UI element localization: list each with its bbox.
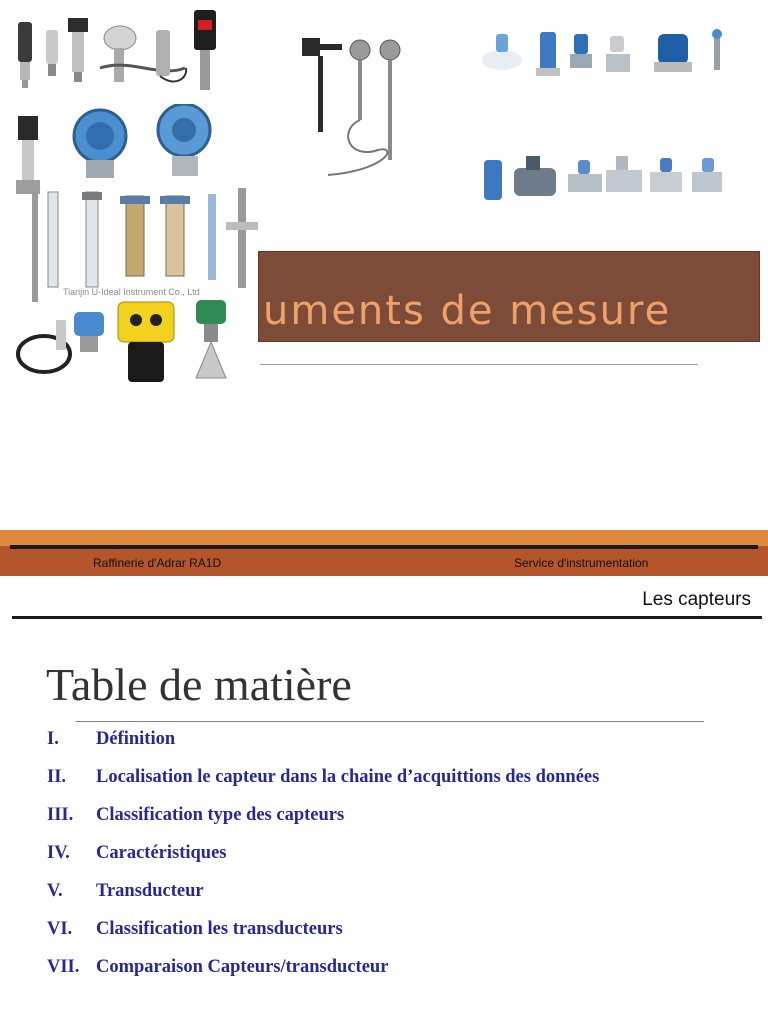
toc-item-label: Classification type des capteurs (96, 805, 345, 825)
toc-item-classification-transducteurs[interactable] (47, 919, 747, 957)
toc-item-caracteristiques[interactable] (47, 843, 747, 881)
section-label: Les capteurs (642, 589, 751, 610)
toc-title-rule (76, 721, 704, 722)
toc-item-label: Caractéristiques (96, 843, 227, 863)
temperature-probe-icon (298, 30, 418, 180)
toc-item-comparaison[interactable] (47, 957, 747, 995)
pressure-sensor-icon (10, 8, 220, 100)
header-service: Service d'instrumentation (514, 556, 649, 570)
separator-band (0, 530, 768, 546)
toc-item-label: Transducteur (96, 881, 204, 901)
toc-item-definition[interactable] (47, 729, 747, 767)
toc-item-classification[interactable] (47, 805, 747, 843)
radar-level-icon (14, 298, 264, 388)
section-rule (12, 616, 762, 619)
level-gauge-icon (12, 104, 267, 304)
watermark: Tianjin U-Ideal Instrument Co., Ltd (63, 287, 200, 297)
toc-item-number: II. (47, 767, 67, 787)
toc-item-number: I. (47, 729, 59, 749)
flowmeter-icon (478, 150, 728, 210)
toc-item-label: Comparaison Capteurs/transducteur (96, 957, 389, 977)
toc-title: Table de matière (46, 659, 352, 710)
title-underline (260, 364, 698, 365)
toc-item-label: Localisation le capteur dans la chaine d’acquittions des données (96, 767, 600, 787)
toc-item-label: Classification les transducteurs (96, 919, 343, 939)
toc-item-transducteur[interactable] (47, 881, 747, 919)
table-of-contents (47, 729, 747, 995)
header-refinery: Raffinerie d'Adrar RA1D (93, 556, 222, 570)
title-banner (258, 251, 760, 342)
toc-item-label: Définition (96, 729, 176, 749)
toc-item-number: IV. (47, 843, 70, 863)
toc-item-number: III. (47, 805, 74, 825)
toc-item-number: VI. (47, 919, 73, 939)
flowmeter-icon (478, 24, 728, 84)
toc-item-number: V. (47, 881, 63, 901)
toc-item-localisation[interactable] (47, 767, 747, 805)
slide-title: uments de mesure (263, 288, 672, 334)
toc-item-number: VII. (47, 957, 80, 977)
header-top-rule (10, 545, 758, 549)
